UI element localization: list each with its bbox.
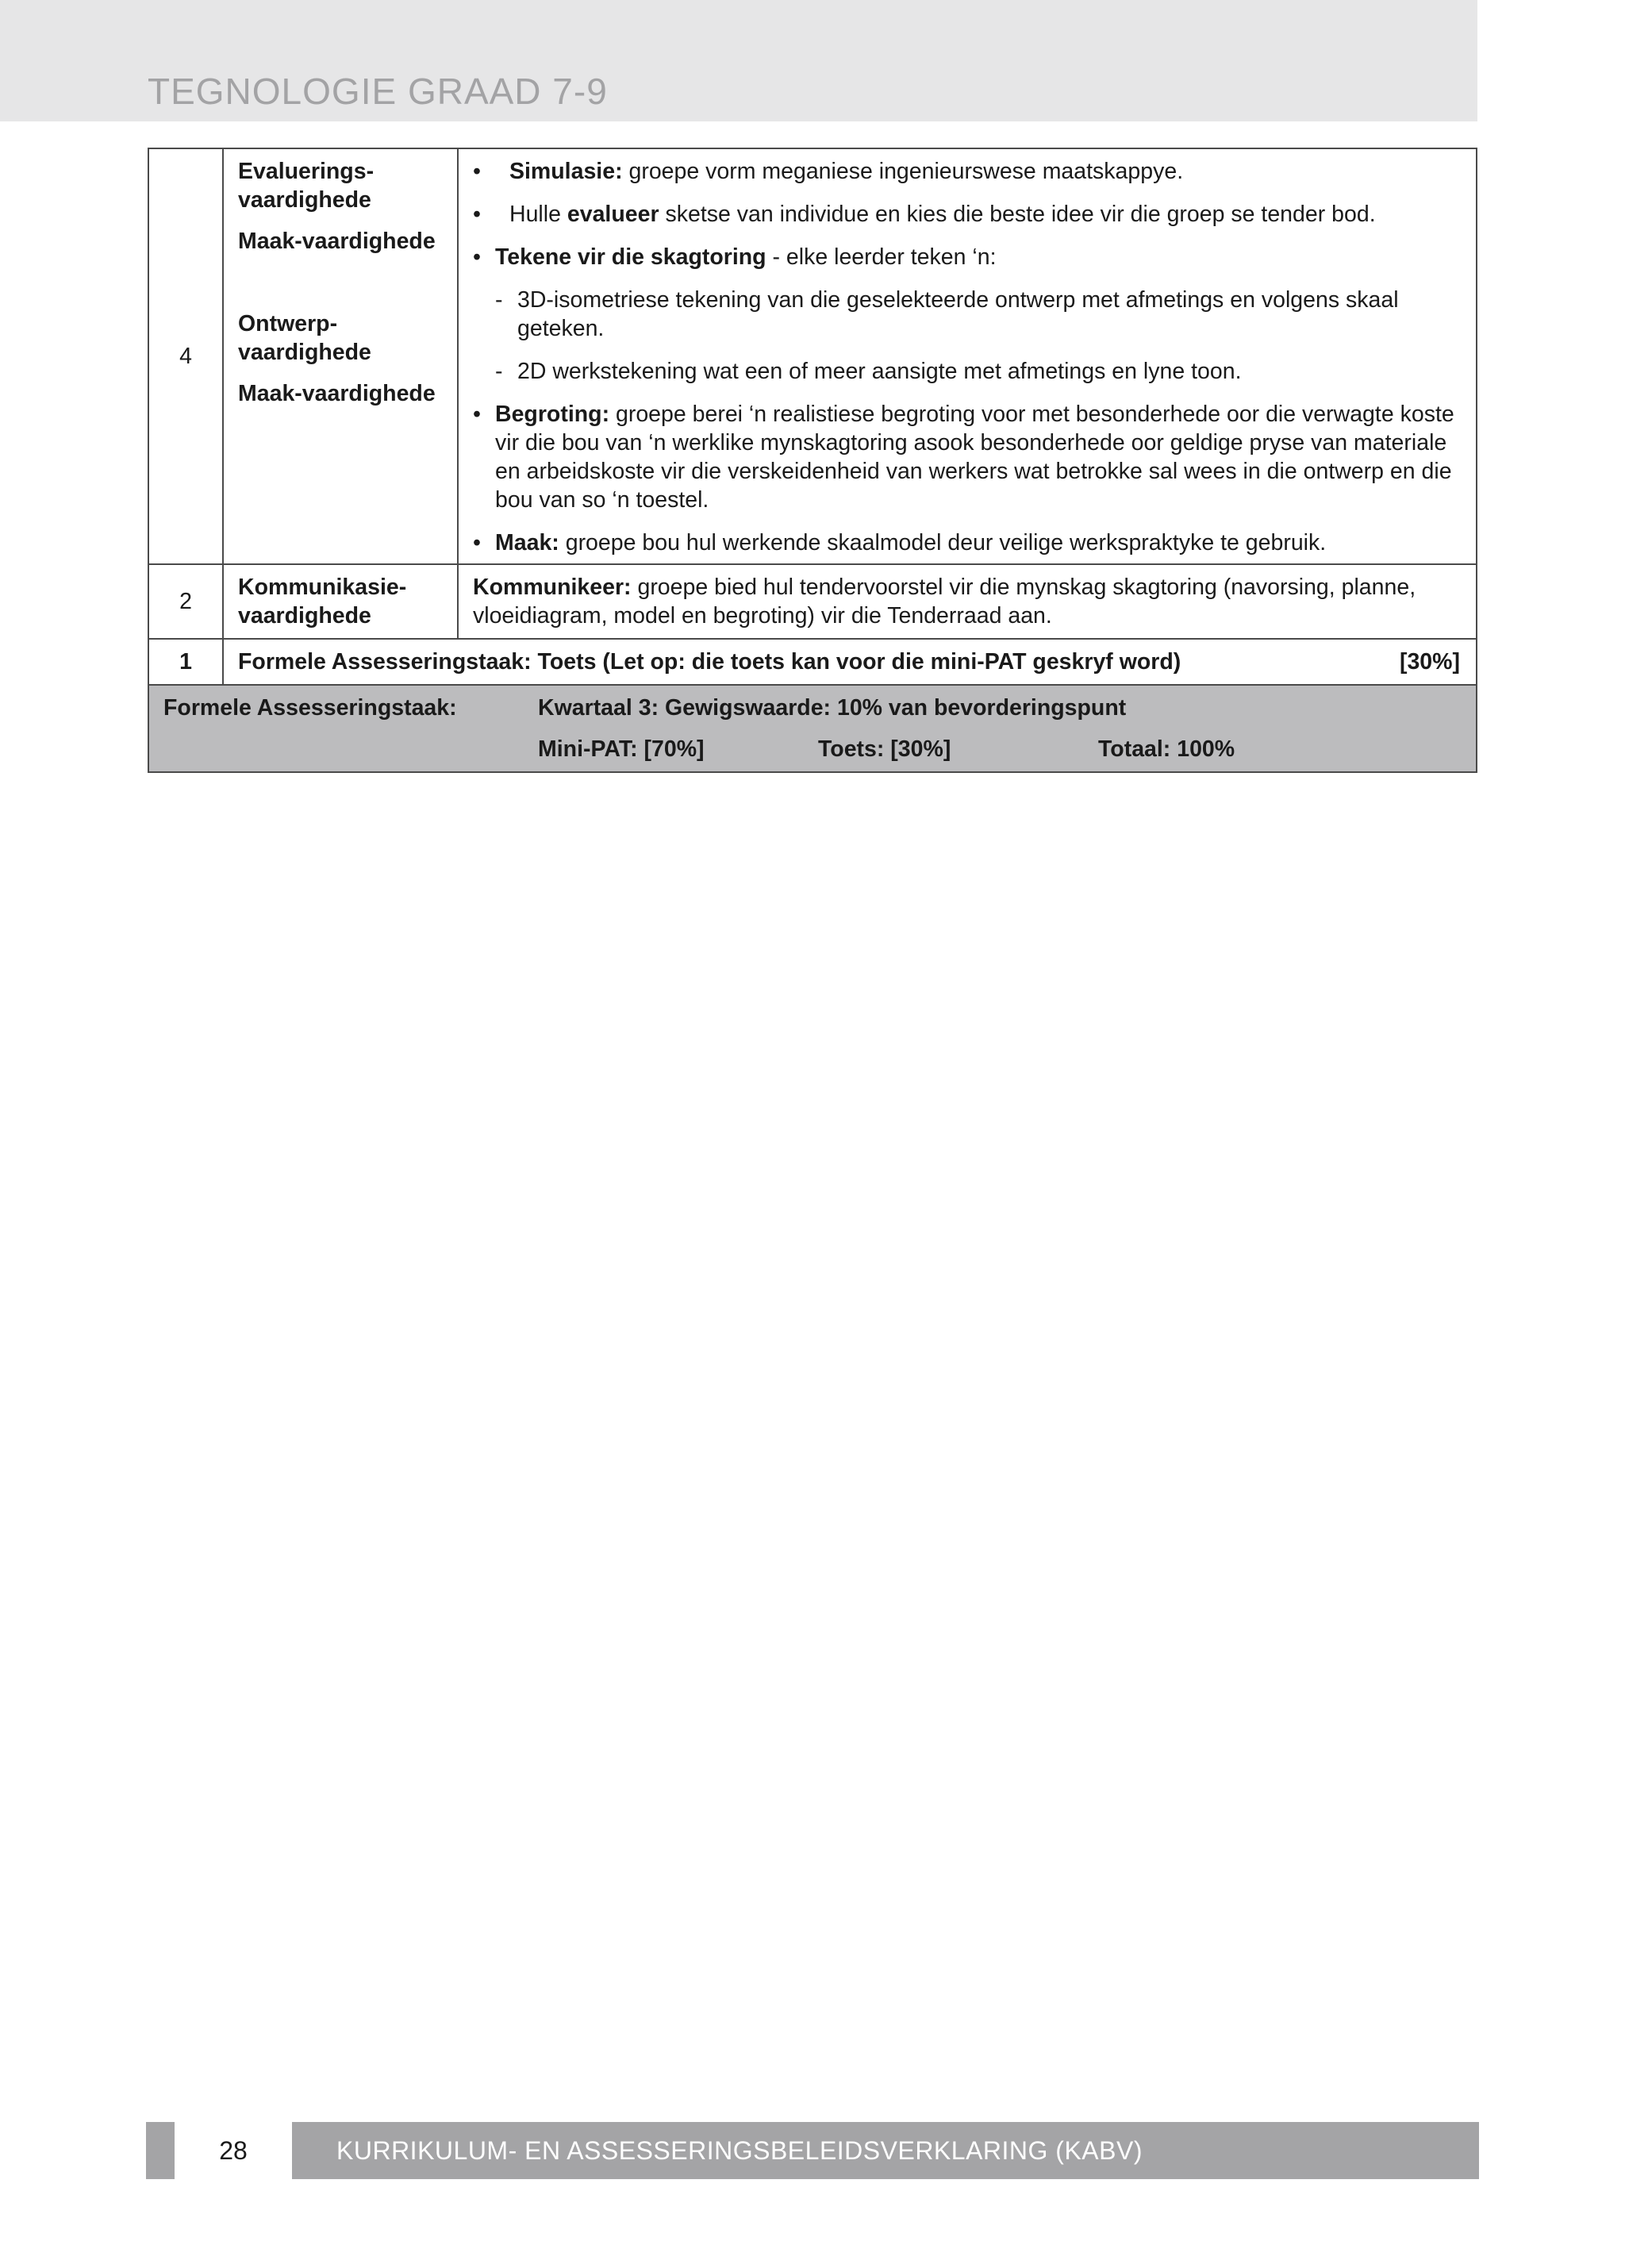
row-number: 1 — [148, 639, 223, 685]
summary-toets: Toets: [30%] — [818, 736, 951, 762]
list-item: • Maak: groepe bou hul werkende skaalmodel deur veilige werkspraktyke te gebruik. — [473, 530, 1327, 555]
list-item: • Begroting: groepe berei ‘n realistiese begroting voor met besonderhede oor die verwagte koste vir die bou van ‘n werklike mynskagtoring asook besonderhede oor geldige pryse van materiale en arbeidskoste vir die verskeidenheid van werkers wat betrokke sal wees in die ontwerp en die bou van so ‘n toestel. — [473, 402, 1454, 513]
list-item: • Hulle evalueer sketse van individue en kies die beste idee vir die groep se tender bod. — [473, 202, 1376, 227]
test-weight: [30%] — [1399, 649, 1460, 675]
bullet-icon: • — [473, 402, 481, 427]
dash-icon: - — [495, 359, 503, 384]
table-row-2 — [148, 564, 1477, 639]
assessment-table — [148, 148, 1477, 773]
description-cell — [458, 148, 1477, 564]
test-cell — [223, 639, 1477, 685]
skill-label: Kommunikasie-vaardighede — [223, 564, 458, 639]
dash-icon: - — [495, 287, 503, 313]
footer-text: KURRIKULUM- EN ASSESSERINGSBELEIDSVERKLARING (KABV) — [336, 2136, 1143, 2165]
list-item: • Tekene vir die skagtoring - elke leerder teken ‘n: — [473, 244, 997, 270]
page-number: 28 — [175, 2122, 292, 2179]
list-item: • Simulasie: groepe vorm meganiese ingenieurswese maatskappye. — [473, 159, 1184, 184]
table-row-4 — [148, 148, 1477, 564]
table-row-1 — [148, 639, 1477, 685]
bullet-icon: • — [473, 244, 481, 270]
bullet-icon: • — [473, 159, 481, 184]
summary-cell — [148, 685, 1477, 772]
summary-minipat: Mini-PAT: [70%] — [538, 736, 705, 762]
sub-list-item: - 3D-isometriese tekening van die geselekteerde ontwerp met afmetings en volgens skaal geteken. — [495, 287, 1399, 341]
skill-label: Evaluerings-vaardighede — [238, 159, 375, 213]
summary-label: Formele Assesseringstaak: — [163, 695, 457, 721]
summary-totaal: Totaal: 100% — [1098, 736, 1235, 762]
row-number: 4 — [148, 148, 223, 564]
skill-label: Maak-vaardighede — [238, 381, 436, 406]
skill-label: Maak-vaardighede — [238, 229, 436, 254]
skills-cell — [223, 148, 458, 564]
page-header-title: TEGNOLOGIE GRAAD 7-9 — [148, 71, 608, 112]
sub-list-item: - 2D werkstekening wat een of meer aansigte met afmetings en lyne toon. — [495, 359, 1242, 384]
bullet-icon: • — [473, 530, 481, 555]
summary-term: Kwartaal 3: Gewigswaarde: 10% van bevorderingspunt — [538, 695, 1127, 721]
skill-label: Ontwerp-vaardighede — [238, 311, 371, 365]
test-description: Formele Assesseringstaak: Toets (Let op: die toets kan voor die mini-PAT geskryf word) — [238, 649, 1181, 675]
bullet-icon: • — [473, 202, 481, 227]
summary-row — [148, 685, 1477, 772]
row-number: 2 — [148, 564, 223, 639]
description-cell: Kommunikeer: groepe bied hul tendervoorstel vir die mynskag skagtoring (navorsing, planne, vloeidiagram, model en begroting) vir die Tenderraad aan. — [458, 564, 1477, 639]
